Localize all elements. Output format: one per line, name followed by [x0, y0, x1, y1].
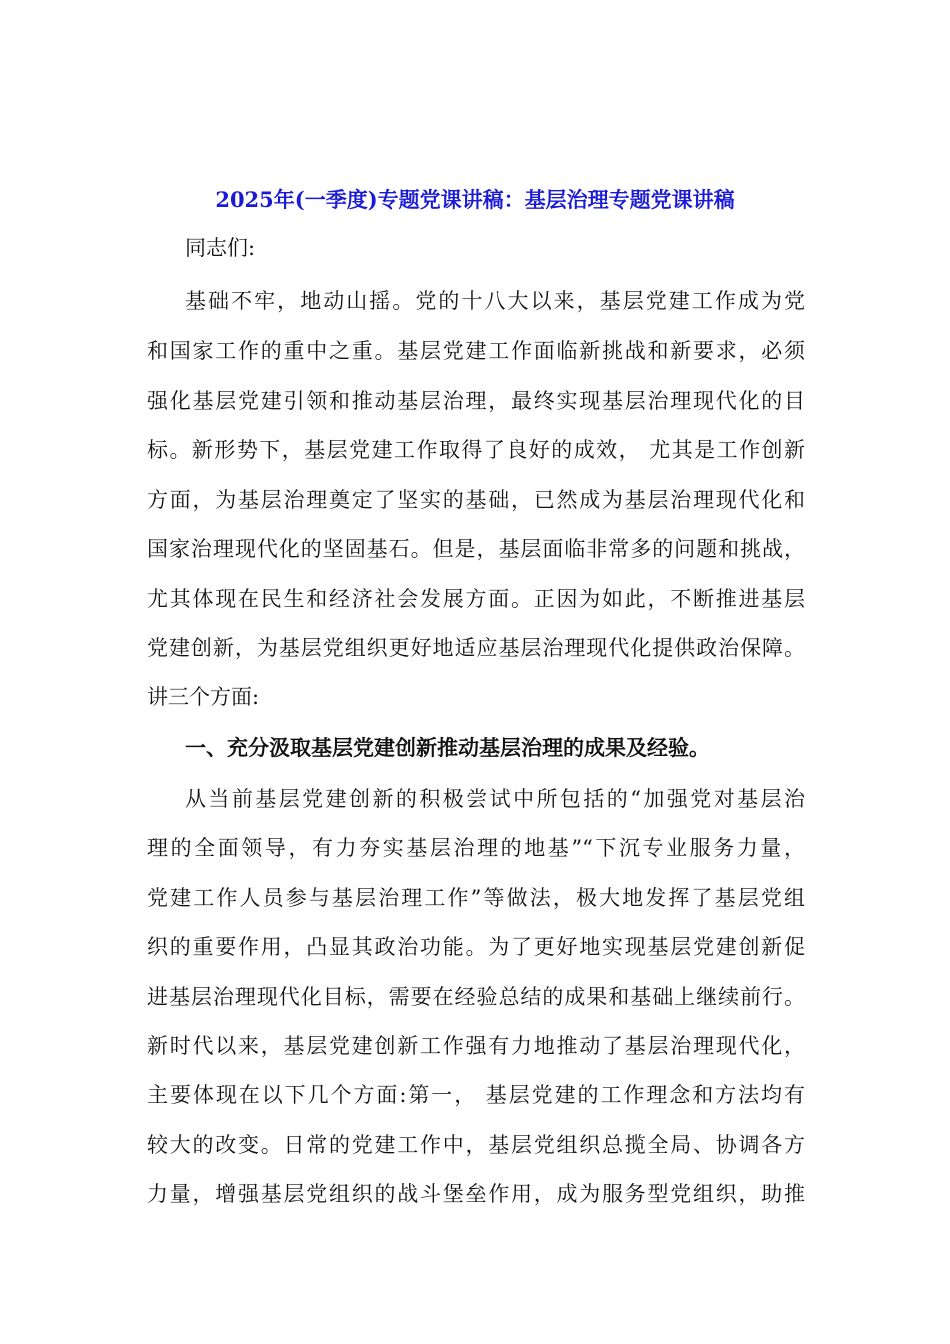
paragraph-line: 强化基层党建引领和推动基层治理，最终实现基层治理现代化的目: [147, 389, 805, 413]
paragraph-line: 织的重要作用，凸显其政治功能。为了更好地实现基层党建创新促: [147, 935, 805, 959]
paragraph-line: 党建创新，为基层党组织更好地适应基层治理现代化提供政治保障。: [147, 636, 805, 660]
paragraph-line: 方面，为基层治理奠定了坚实的基础，已然成为基层治理现代化和: [147, 488, 805, 512]
paragraph-line: 新时代以来，基层党建创新工作强有力地推动了基层治理现代化，: [147, 1034, 805, 1058]
document-title: 2025年(一季度)专题党课讲稿：基层治理专题党课讲稿: [215, 187, 735, 212]
paragraph-line: 讲三个方面:: [147, 685, 260, 709]
paragraph-line: 较大的改变。日常的党建工作中，基层党组织总揽全局、协调各方: [147, 1133, 805, 1157]
paragraph-line: 基础不牢，地动山摇。党的十八大以来，基层党建工作成为党: [185, 289, 805, 313]
paragraph-line: 力量，增强基层党组织的战斗堡垒作用，成为服务型党组织，助推: [147, 1182, 805, 1206]
paragraph-line: 从当前基层党建创新的积极尝试中所包括的“加强党对基层治: [185, 787, 805, 811]
paragraph-line: 和国家工作的重中之重。基层党建工作面临新挑战和新要求，必须: [147, 339, 805, 363]
salutation: 同志们:: [185, 236, 256, 260]
paragraph-line: 理的全面领导，有力夯实基层治理的地基”“下沉专业服务力量，: [147, 836, 805, 860]
paragraph-line: 标。新形势下，基层党建工作取得了良好的成效， 尤其是工作创新: [147, 438, 805, 462]
section-heading: 一、充分汲取基层党建创新推动基层治理的成果及经验。: [185, 735, 710, 760]
paragraph-line: 尤其体现在民生和经济社会发展方面。正因为如此，不断推进基层: [147, 587, 805, 611]
paragraph-line: 国家治理现代化的坚固基石。但是，基层面临非常多的问题和挑战，: [147, 537, 805, 561]
paragraph-line: 党建工作人员参与基层治理工作”等做法，极大地发挥了基层党组: [147, 886, 805, 910]
paragraph-line: 进基层治理现代化目标，需要在经验总结的成果和基础上继续前行。: [147, 985, 805, 1009]
paragraph-line: 主要体现在以下几个方面:第一， 基层党建的工作理念和方法均有: [147, 1083, 805, 1107]
